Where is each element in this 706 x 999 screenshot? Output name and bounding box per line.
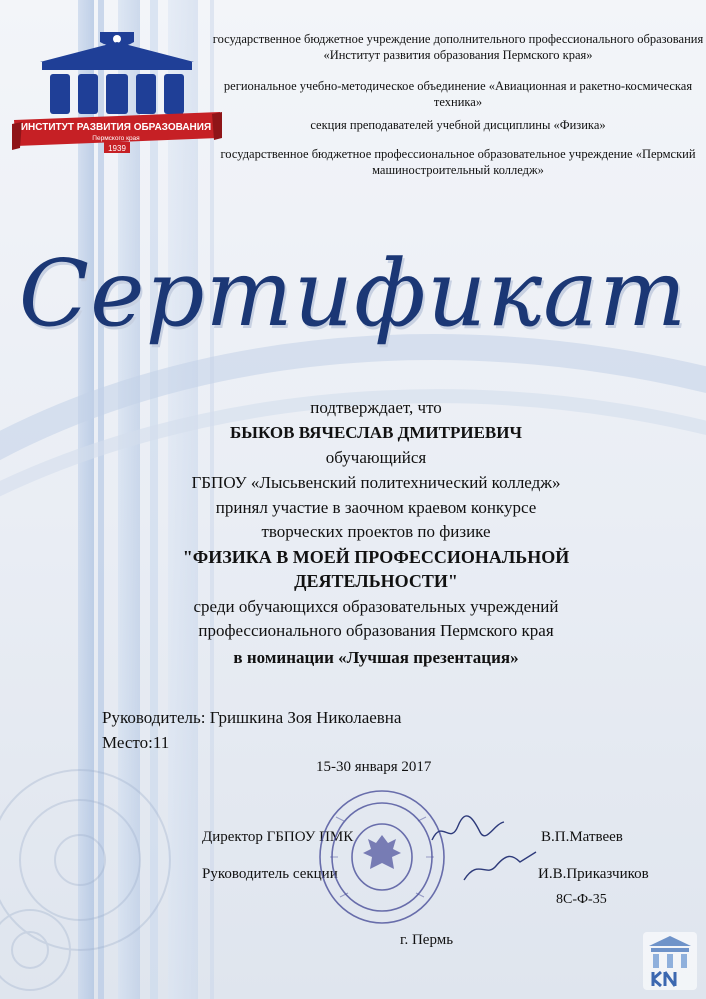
logo-name: ИНСТИТУТ РАЗВИТИЯ ОБРАЗОВАНИЯ <box>20 122 212 133</box>
gear-watermark-icon <box>0 720 210 999</box>
among-text: среди обучающихся образовательных учреждений <box>193 597 559 616</box>
college-logo-icon <box>643 932 697 990</box>
city-line: г. Пермь <box>400 932 454 948</box>
among-text: профессионального образования Пермского края <box>198 621 554 640</box>
organizer-line: секция преподавателей учебной дисциплины «Физика» <box>310 118 606 132</box>
logo-region: Пермского края <box>92 135 140 142</box>
nomination-text: в номинации «Лучшая презентация» <box>233 648 519 667</box>
organizer-line: государственное бюджетное профессиональное образовательное учреждение «Пермский машиностроительный колледж» <box>220 147 696 177</box>
leader-line: Руководитель: Гришкина Зоя Николаевна <box>102 708 402 727</box>
place-line: Место:11 <box>102 733 170 752</box>
date-line: 15-30 января 2017 <box>316 759 432 775</box>
organizer-line: региональное учебно-методическое объединение «Авиационная и ракетно-космическая техника» <box>223 79 693 109</box>
recipient-name: БЫКОВ ВЯЧЕСЛАВ ДМИТРИЕВИЧ <box>230 423 522 442</box>
institute-logo <box>12 28 222 158</box>
contest-title: ДЕЯТЕЛЬНОСТИ" <box>294 571 458 591</box>
signatory-name: И.В.Приказчиков <box>538 866 649 882</box>
organizer-line: государственное бюджетное учреждение дополнительного профессионального образования «Институт развития образования Пермского края» <box>212 32 704 62</box>
recipient-status: обучающийся <box>325 448 427 467</box>
participation-text: творческих проектов по физике <box>261 522 491 541</box>
signature-scribble <box>428 812 508 852</box>
signature-scribble <box>460 848 540 888</box>
logo-year: 1939 <box>108 144 126 153</box>
official-seal-stamp <box>316 787 448 927</box>
certificate-code: 8С-Ф-35 <box>556 892 607 907</box>
contest-title: "ФИЗИКА В МОЕЙ ПРОФЕССИОНАЛЬНОЙ <box>182 547 570 567</box>
confirms-text: подтверждает, что <box>310 398 442 417</box>
certificate-title: Сертификат <box>18 240 688 347</box>
recipient-college: ГБПОУ «Лысьвенский политехнический колледж» <box>191 473 561 492</box>
signatory-role: Руководитель секции <box>202 866 338 882</box>
signatory-name: В.П.Матвеев <box>541 829 623 845</box>
signatory-role: Директор ГБПОУ ПМК <box>202 829 354 845</box>
participation-text: принял участие в заочном краевом конкурсе <box>215 498 537 517</box>
